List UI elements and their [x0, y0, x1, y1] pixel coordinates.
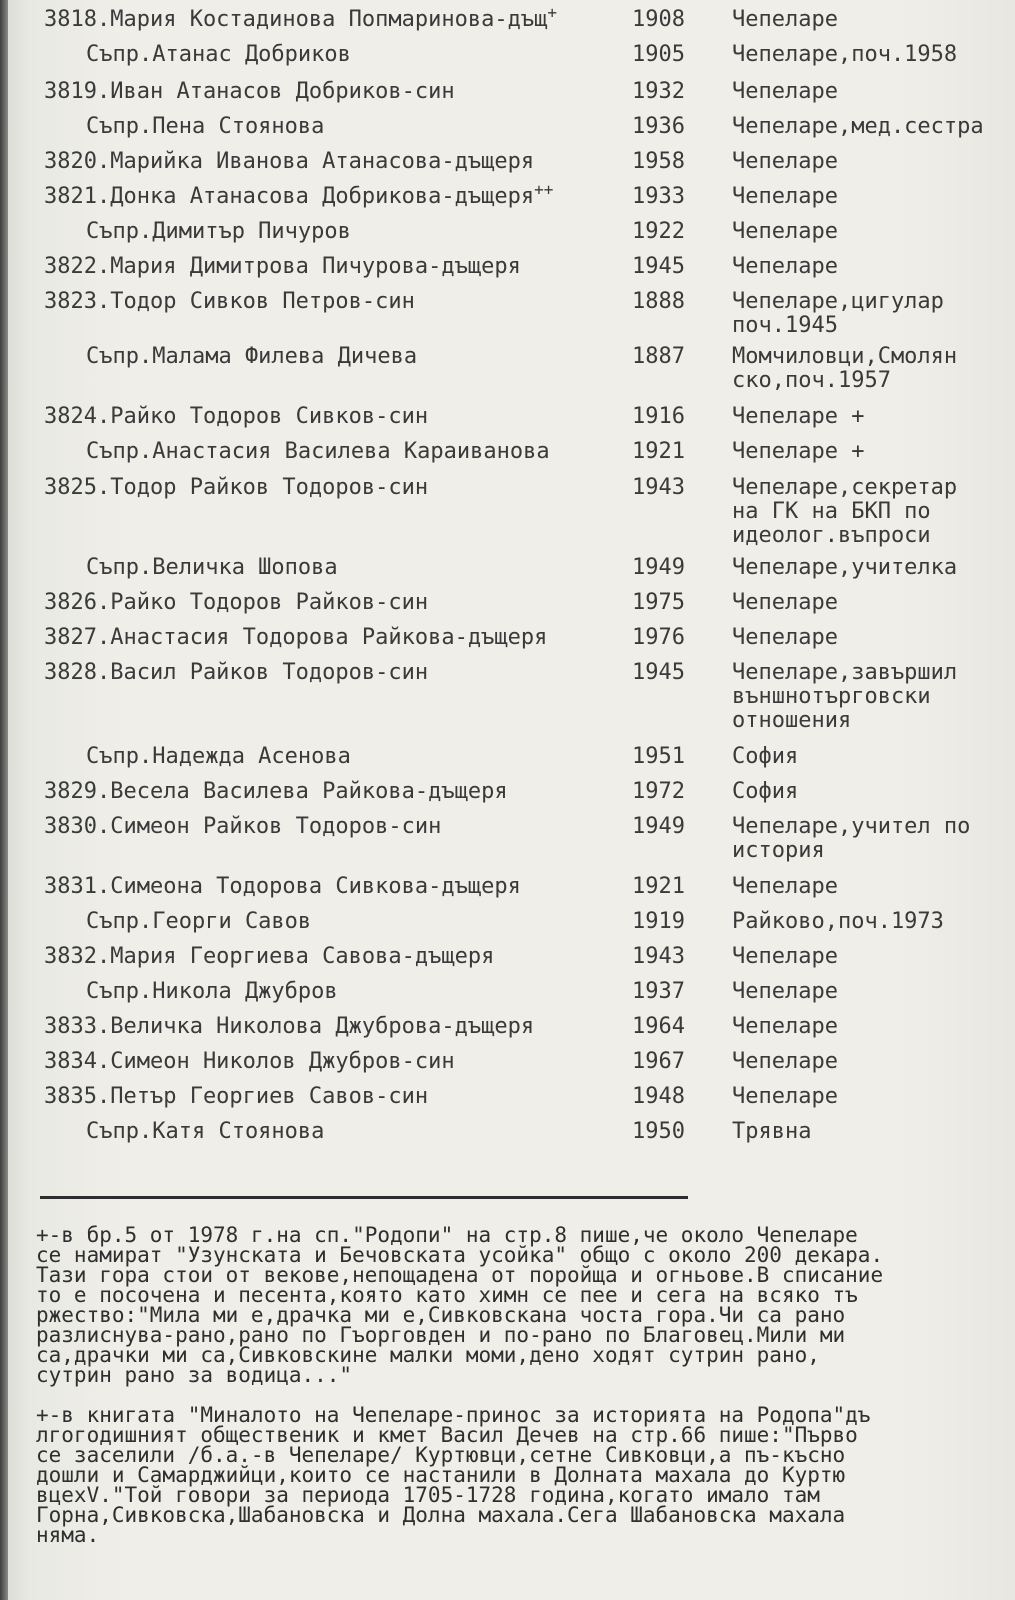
entry-name: 3833.Величка Николова Джуброва-дъщеря: [44, 1014, 535, 1039]
entry-year: 1932: [632, 79, 685, 104]
entry-place: Чепеларе: [732, 219, 838, 244]
entry-name: 3834.Симеон Николов Джубров-син: [44, 1049, 455, 1074]
entry-name: Съпр.Георги Савов: [86, 909, 312, 934]
entry-year: 1972: [632, 779, 685, 804]
entry-year: 1949: [632, 555, 685, 580]
entry-name: 3832.Мария Георгиева Савова-дъщеря: [44, 944, 495, 969]
entry-place: Чепеларе,поч.1958: [732, 42, 958, 67]
footnote-2: +-в книгата "Миналото на Чепеларе-принос за историята на Родопа"дъ лгогодишният общественик и кмет Васил Дечев на стр.66 пише:"Първо се заселили /б.а.-в Чепеларе/ Куртювци,сетне Сивковци,а пъ-късно дошли и Самарджийци,които се настанили в Долната махала до Куртю вцехV."Той говори за периода 1705-1728 година,когато имало там Горна,Сивковска,Шабановска и Долна махала.Сега Шабановска махала няма.: [36, 1403, 871, 1547]
entry-name: 3822.Мария Димитрова Пичурова-дъщеря: [44, 254, 521, 279]
entry-place: Чепеларе: [732, 1084, 838, 1109]
entry-name: 3828.Васил Райков Тодоров-син: [44, 660, 429, 685]
entry-year: 1922: [632, 219, 685, 244]
entry-place: Чепеларе: [732, 7, 838, 32]
entry-name: Съпр.Никола Джубров: [86, 979, 338, 1004]
entry-place: Чепеларе: [732, 1014, 838, 1039]
entry-name: Съпр.Пена Стоянова: [86, 114, 325, 139]
entry-name: Съпр.Катя Стоянова: [86, 1119, 325, 1144]
entry-name: 3830.Симеон Райков Тодоров-син: [44, 814, 442, 839]
entry-name: Съпр.Димитър Пичуров: [86, 219, 351, 244]
entry-place: Чепеларе: [732, 254, 838, 279]
entry-year: 1948: [632, 1084, 685, 1109]
entry-place: Момчиловци,Смолян ско,поч.1957: [732, 344, 958, 393]
entry-year: 1967: [632, 1049, 685, 1074]
entry-name: 3835.Петър Георгиев Савов-син: [44, 1084, 429, 1109]
entry-name: 3823.Тодор Сивков Петров-син: [44, 289, 415, 314]
entry-place: Райково,поч.1973: [732, 909, 944, 934]
entry-year: 1921: [632, 874, 685, 899]
footnote-1: +-в бр.5 от 1978 г.на сп."Родопи" на стр.8 пише,че около Чепеларе се намират "Узунската и Бечовската усойка" общо с около 200 декара. Тази гора стои от векове,непощадена от поройща и огньове.В списание то е посочена и песента,която като химн се пее и сега на всяко тъ ржество:"Мила ми е,драчка ми е,Сивковскана чоста гора.Чи са рано разлиснува-рано,рано по Гъорговден и по-рано по Благовец.Мили ми са,драчки ми са,Сивковскине малки моми,дено ходят сутрин рано, сутрин рано за водица...": [36, 1223, 884, 1387]
entry-name: 3829.Весела Василева Райкова-дъщеря: [44, 779, 508, 804]
entry-year: 1975: [632, 590, 685, 615]
entry-name: 3818.Мария Костадинова Попмаринова-дъщ+: [44, 3, 557, 32]
entry-year: 1958: [632, 149, 685, 174]
entry-name: 3831.Симеона Тодорова Сивкова-дъщеря: [44, 874, 521, 899]
entry-place: Чепеларе: [732, 625, 838, 650]
entry-year: 1908: [632, 7, 685, 32]
entry-place: Чепеларе: [732, 979, 838, 1004]
entry-year: 1949: [632, 814, 685, 839]
entry-name: Съпр.Анастасия Василева Караиванова: [86, 439, 550, 464]
entry-place: Трявна: [732, 1119, 812, 1144]
entry-place: Чепеларе,цигулар поч.1945: [732, 289, 944, 338]
entry-name: Съпр.Надежда Асенова: [86, 744, 351, 769]
entry-name: 3824.Райко Тодоров Сивков-син: [44, 404, 429, 429]
footnote-mark: +: [547, 3, 557, 22]
entry-name: Съпр.Атанас Добриков: [86, 42, 351, 67]
entry-year: 1943: [632, 944, 685, 969]
entry-year: 1888: [632, 289, 685, 314]
entry-year: 1916: [632, 404, 685, 429]
entry-name: 3819.Иван Атанасов Добриков-син: [44, 79, 455, 104]
entry-name: Съпр.Величка Шопова: [86, 555, 338, 580]
entry-year: 1945: [632, 254, 685, 279]
entry-place: Чепеларе: [732, 79, 838, 104]
entry-name: Съпр.Малама Филева Дичева: [86, 344, 418, 369]
entry-place: София: [732, 779, 799, 804]
entry-place: Чепеларе: [732, 874, 838, 899]
entry-place: Чепеларе,завършил външнотърговски отношения: [732, 660, 958, 733]
entry-place: Чепеларе,секретар на ГК на БКП по идеолог.въпроси: [732, 475, 958, 548]
entry-place: Чепеларе: [732, 184, 838, 209]
entry-year: 1937: [632, 979, 685, 1004]
entry-place: Чепеларе: [732, 590, 838, 615]
entry-place: Чепеларе +: [732, 439, 865, 464]
entry-name: 3821.Донка Атанасова Добрикова-дъщеря++: [44, 180, 554, 209]
entry-year: 1964: [632, 1014, 685, 1039]
entry-place: Чепеларе +: [732, 404, 865, 429]
entry-year: 1951: [632, 744, 685, 769]
entry-place: Чепеларе: [732, 149, 838, 174]
entry-name: 3820.Марийка Иванова Атанасова-дъщеря: [44, 149, 535, 174]
entry-name: 3825.Тодор Райков Тодоров-син: [44, 475, 429, 500]
entry-year: 1933: [632, 184, 685, 209]
footnotes: [36, 1205, 1006, 1565]
entry-name: 3826.Райко Тодоров Райков-син: [44, 590, 429, 615]
entry-place: Чепеларе,учител по история: [732, 814, 971, 863]
entry-name: 3827.Анастасия Тодорова Райкова-дъщеря: [44, 625, 548, 650]
page-binding-edge: [0, 0, 8, 1600]
entry-place: София: [732, 744, 799, 769]
entry-year: 1943: [632, 475, 685, 500]
entry-year: 1905: [632, 42, 685, 67]
entry-year: 1919: [632, 909, 685, 934]
entry-year: 1945: [632, 660, 685, 685]
entry-place: Чепеларе,мед.сестра: [732, 114, 984, 139]
entry-place: Чепеларе: [732, 944, 838, 969]
entry-year: 1950: [632, 1119, 685, 1144]
entry-year: 1921: [632, 439, 685, 464]
entry-year: 1976: [632, 625, 685, 650]
footnote-mark: ++: [534, 180, 554, 199]
entry-year: 1887: [632, 344, 685, 369]
entry-place: Чепеларе,учителка: [732, 555, 958, 580]
entry-place: Чепеларе: [732, 1049, 838, 1074]
footnote-separator: [40, 1196, 688, 1199]
entry-year: 1936: [632, 114, 685, 139]
